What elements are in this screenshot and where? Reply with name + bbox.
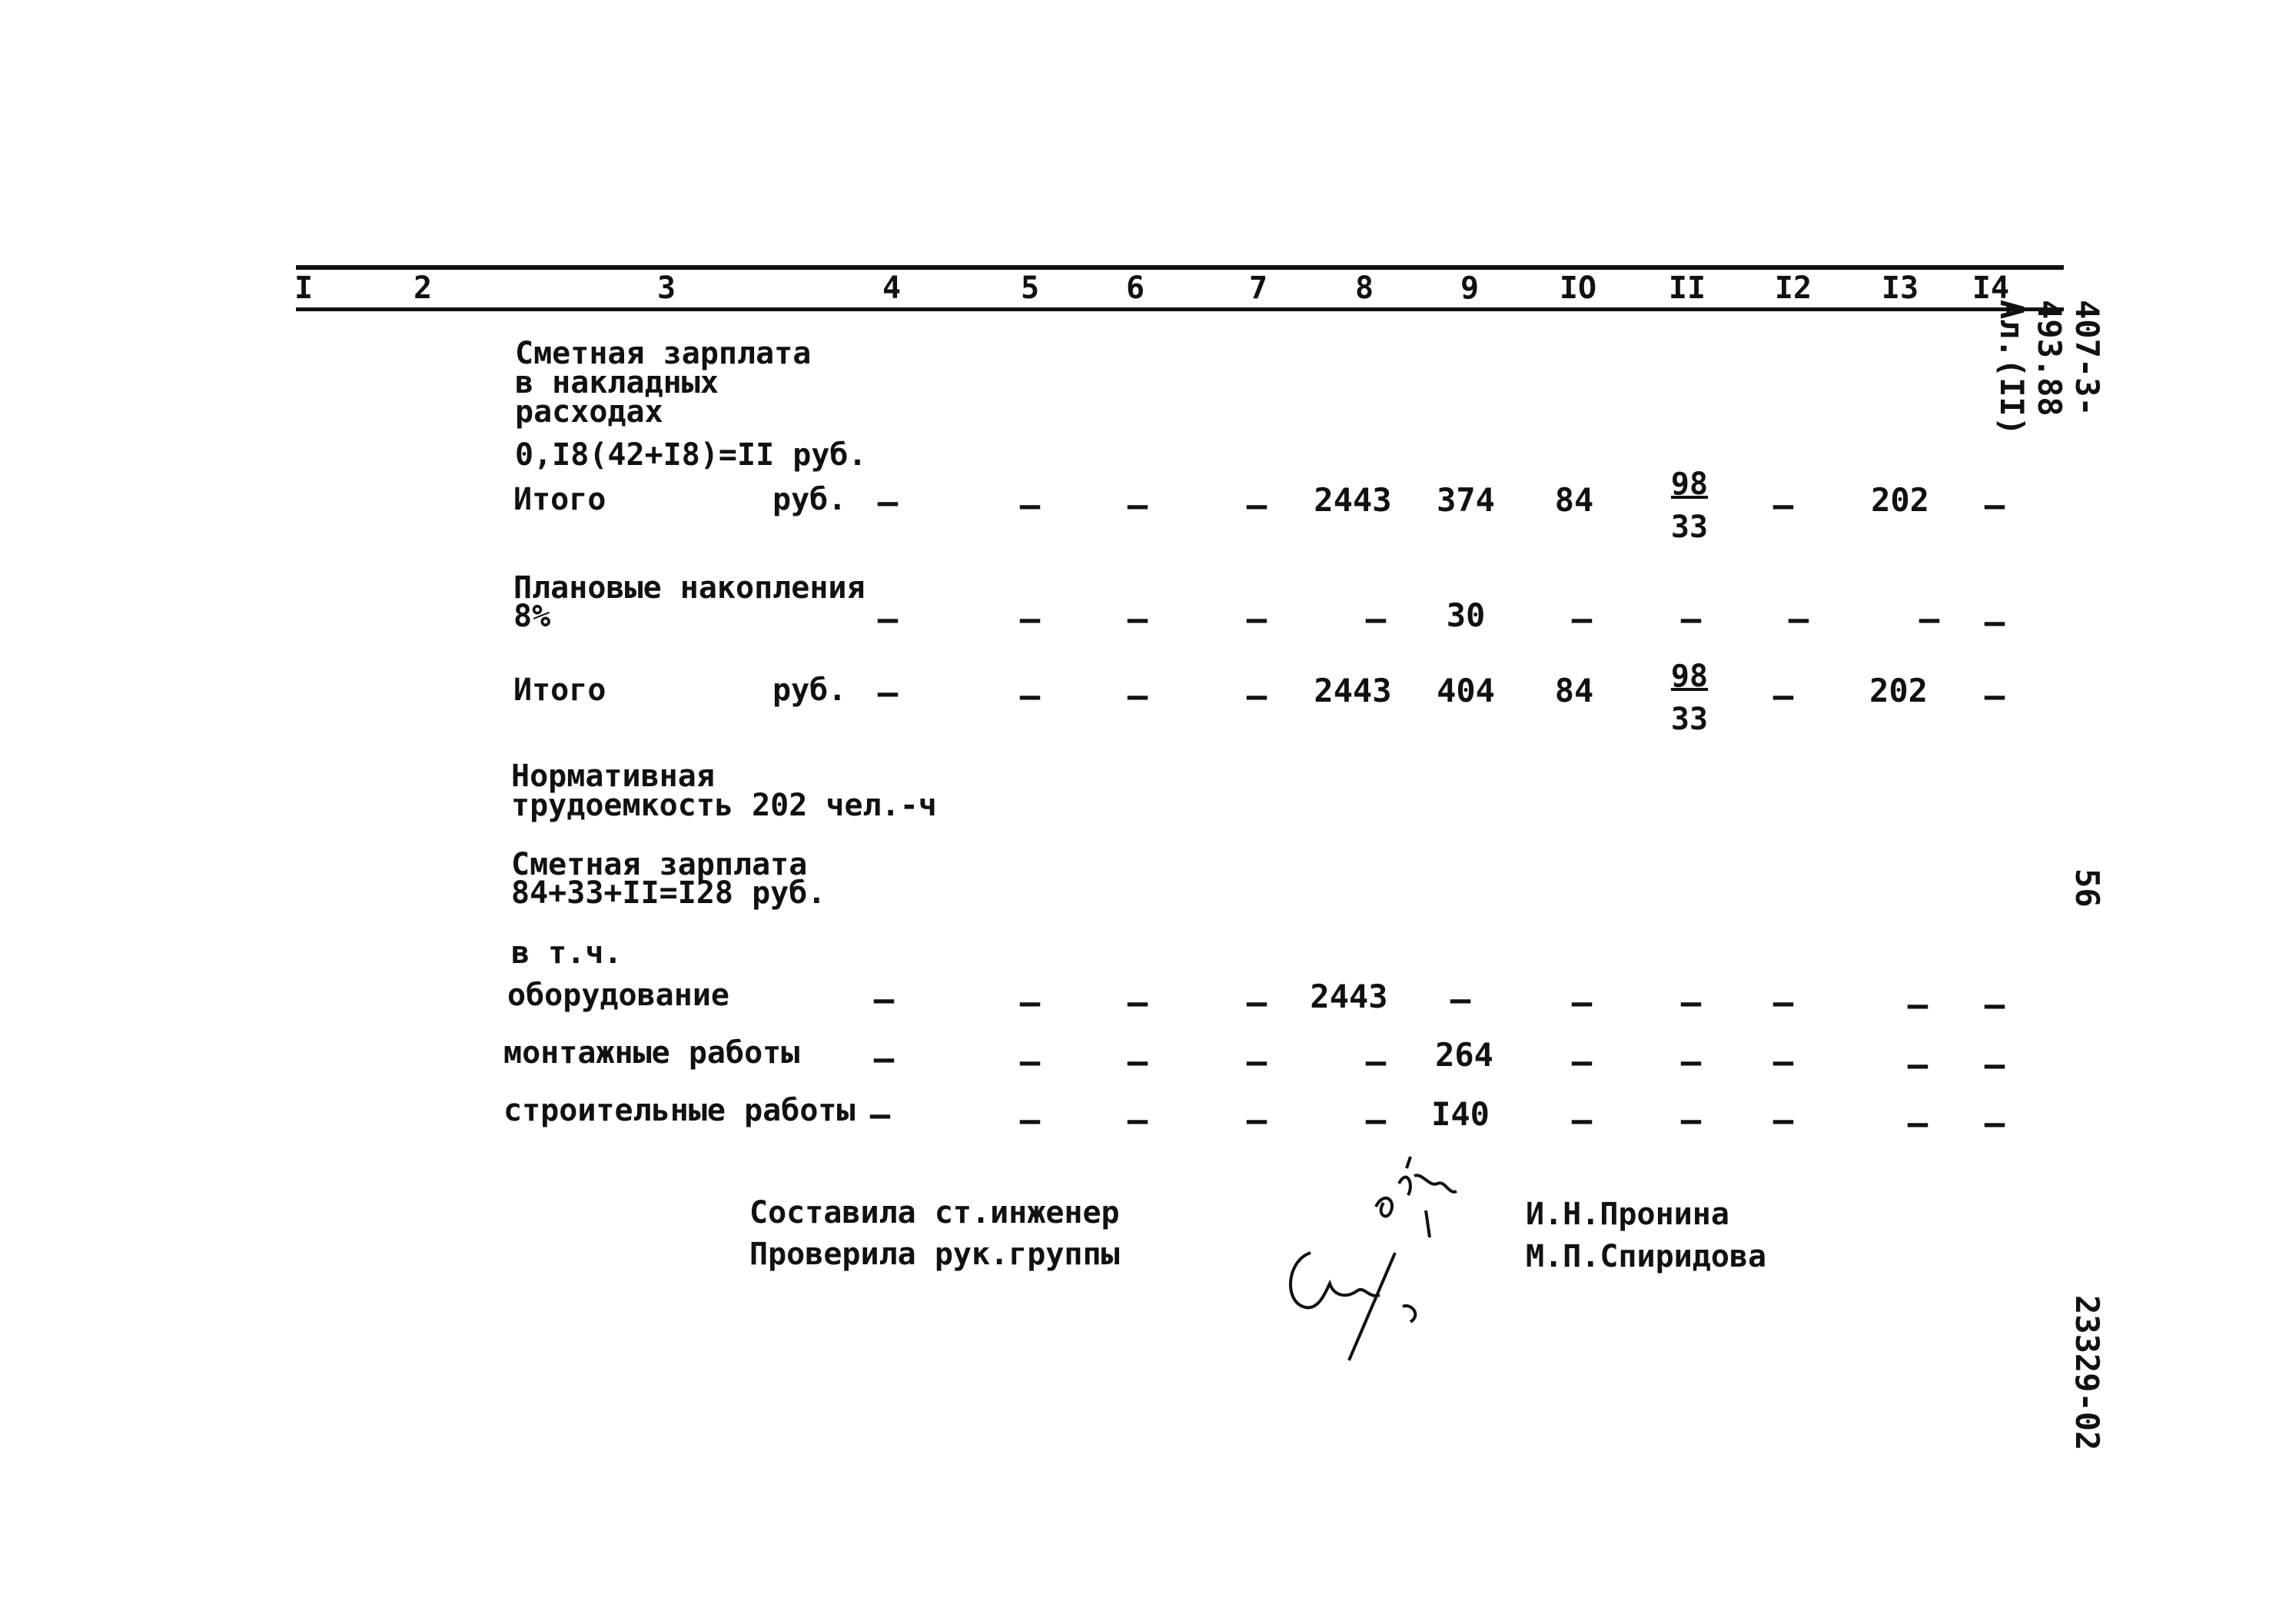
itogo2-unit: руб. — [772, 673, 847, 708]
itogo2-c13: 202 — [1869, 672, 1928, 709]
installation-label: монтажные работы — [503, 1035, 800, 1071]
overhead-wage-formula: 0,I8(42+I8)=II руб. — [515, 437, 867, 473]
montazh-c6: – — [1127, 1042, 1148, 1081]
column-header-7: 7 — [1248, 271, 1268, 306]
montazh-c10: – — [1571, 1042, 1593, 1081]
itogo1-c11-bottom: 33 — [1670, 510, 1709, 545]
plan-c4: – — [877, 599, 899, 639]
itogo2-c4: – — [877, 673, 899, 712]
column-header-10: IO — [1559, 271, 1597, 306]
labor-intensity-line2: трудоемкость 202 чел.-ч — [511, 788, 937, 823]
plan-c10: – — [1571, 599, 1593, 639]
overhead-wage-line3: расходах — [515, 394, 663, 430]
itogo1-c7: – — [1246, 486, 1267, 525]
column-header-11: II — [1668, 271, 1706, 306]
montazh-c4: – — [873, 1039, 895, 1078]
plan-c5: – — [1019, 599, 1041, 639]
equip-c9: – — [1450, 980, 1471, 1019]
itogo1-c6: – — [1127, 486, 1148, 525]
stroit-c14: – — [1984, 1104, 2005, 1143]
column-header-5: 5 — [1020, 271, 1040, 306]
overhead-wage-line2: в накладных — [515, 365, 719, 400]
itogo2-c6: – — [1127, 676, 1148, 716]
column-header-6: 6 — [1125, 271, 1145, 306]
equipment-label: оборудование — [507, 978, 729, 1013]
estimated-wage-line2: 84+33+II=I28 руб. — [511, 875, 826, 911]
plan-c9: 30 — [1446, 596, 1486, 634]
column-header-1: I — [294, 271, 314, 306]
equip-c6: – — [1127, 983, 1148, 1022]
compiled-by-label: Составила ст.инженер — [749, 1195, 1120, 1230]
estimated-wage-line1: Сметная зарплата — [511, 847, 808, 882]
itogo2-c8: 2443 — [1314, 672, 1392, 709]
plan-c11: – — [1680, 599, 1702, 639]
column-header-4: 4 — [882, 271, 902, 306]
equip-c12: – — [1772, 983, 1794, 1022]
itogo2-c11-bottom: 33 — [1670, 702, 1709, 737]
itogo2-c9: 404 — [1437, 672, 1495, 709]
labor-intensity-line1: Нормативная — [511, 759, 715, 794]
compiled-by-name: И.Н.Пронина — [1526, 1197, 1729, 1232]
column-header-12: I2 — [1774, 271, 1812, 306]
plan-c7: – — [1246, 599, 1267, 639]
stroit-c12: – — [1772, 1101, 1794, 1140]
stroit-c7: – — [1246, 1101, 1267, 1140]
itogo1-c4: – — [877, 483, 899, 522]
itogo1-c8: 2443 — [1314, 481, 1392, 519]
equip-c13: – — [1907, 985, 1929, 1025]
itogo1-c12: – — [1772, 486, 1794, 525]
itogo2-c7: – — [1246, 676, 1267, 716]
plan-c8: – — [1365, 599, 1387, 639]
itogo1-c9: 374 — [1437, 481, 1495, 519]
itogo1-unit: руб. — [772, 482, 847, 517]
itogo2-c12: – — [1772, 676, 1794, 716]
itogo1-c10: 84 — [1554, 481, 1594, 519]
itogo2-c10: 84 — [1554, 672, 1594, 709]
column-header-8: 8 — [1354, 271, 1374, 306]
stroit-c10: – — [1571, 1101, 1593, 1140]
itogo1-c11-top: 98 — [1670, 467, 1709, 502]
equip-c14: – — [1984, 985, 2005, 1025]
plan-savings-line2: 8% — [513, 599, 551, 634]
page-number: 56 — [2068, 868, 2106, 908]
plan-c6: – — [1127, 599, 1148, 639]
column-header-13: I3 — [1881, 271, 1919, 306]
montazh-c13: – — [1907, 1045, 1929, 1084]
plan-c14: – — [1984, 603, 2005, 642]
column-header-9: 9 — [1460, 271, 1480, 306]
montazh-c9: 264 — [1435, 1036, 1493, 1074]
checked-by-label: Проверила рук.группы — [749, 1237, 1120, 1272]
stroit-c9: I40 — [1431, 1095, 1490, 1133]
equip-c4: – — [873, 980, 895, 1019]
itogo2-c11-top: 98 — [1670, 659, 1709, 694]
document-code: 407-3-493.88 Ал.(II) — [1993, 300, 2106, 437]
stroit-c6: – — [1127, 1101, 1148, 1140]
plan-savings-line1: Плановые накопления — [513, 570, 865, 606]
header-bottom-rule — [296, 307, 2064, 311]
plan-c12: – — [1788, 599, 1809, 639]
montazh-c14: – — [1984, 1045, 2005, 1084]
construction-label: строительные работы — [503, 1093, 855, 1128]
itogo2-c11 — [1651, 655, 1728, 741]
itogo1-c14: – — [1984, 486, 2005, 525]
montazh-c5: – — [1019, 1042, 1041, 1081]
stroit-c8: – — [1365, 1101, 1387, 1140]
stroit-c4: – — [869, 1095, 891, 1134]
montazh-c12: – — [1772, 1042, 1794, 1081]
montazh-c7: – — [1246, 1042, 1267, 1081]
archive-number: 23329-02 — [2068, 1295, 2106, 1451]
itogo2-label: Итого — [513, 673, 606, 708]
stroit-c13: – — [1907, 1104, 1929, 1143]
header-top-rule — [296, 265, 2064, 270]
equip-c10: – — [1571, 983, 1593, 1022]
itogo2-c14: – — [1984, 676, 2005, 716]
itogo2-c5: – — [1019, 676, 1041, 716]
overhead-wage-line1: Сметная зарплата — [515, 336, 812, 371]
stroit-c11: – — [1680, 1101, 1702, 1140]
equip-c8: 2443 — [1310, 978, 1388, 1015]
checked-by-name: М.П.Спиридова — [1526, 1239, 1767, 1274]
plan-c13: – — [1919, 599, 1940, 639]
column-header-14: I4 — [1972, 271, 2010, 306]
column-header-3: 3 — [656, 271, 676, 306]
equip-c11: – — [1680, 983, 1702, 1022]
itogo1-c13: 202 — [1871, 481, 1929, 519]
stroit-c5: – — [1019, 1101, 1041, 1140]
itogo1-label: Итого — [513, 482, 606, 517]
column-header-2: 2 — [413, 271, 433, 306]
including-label: в т.ч. — [511, 935, 623, 971]
signature-scribble-2 — [1272, 1230, 1449, 1368]
equip-c7: – — [1246, 983, 1267, 1022]
montazh-c8: – — [1365, 1042, 1387, 1081]
montazh-c11: – — [1680, 1042, 1702, 1081]
itogo1-c11 — [1651, 463, 1728, 549]
itogo1-c5: – — [1019, 486, 1041, 525]
equip-c5: – — [1019, 983, 1041, 1022]
